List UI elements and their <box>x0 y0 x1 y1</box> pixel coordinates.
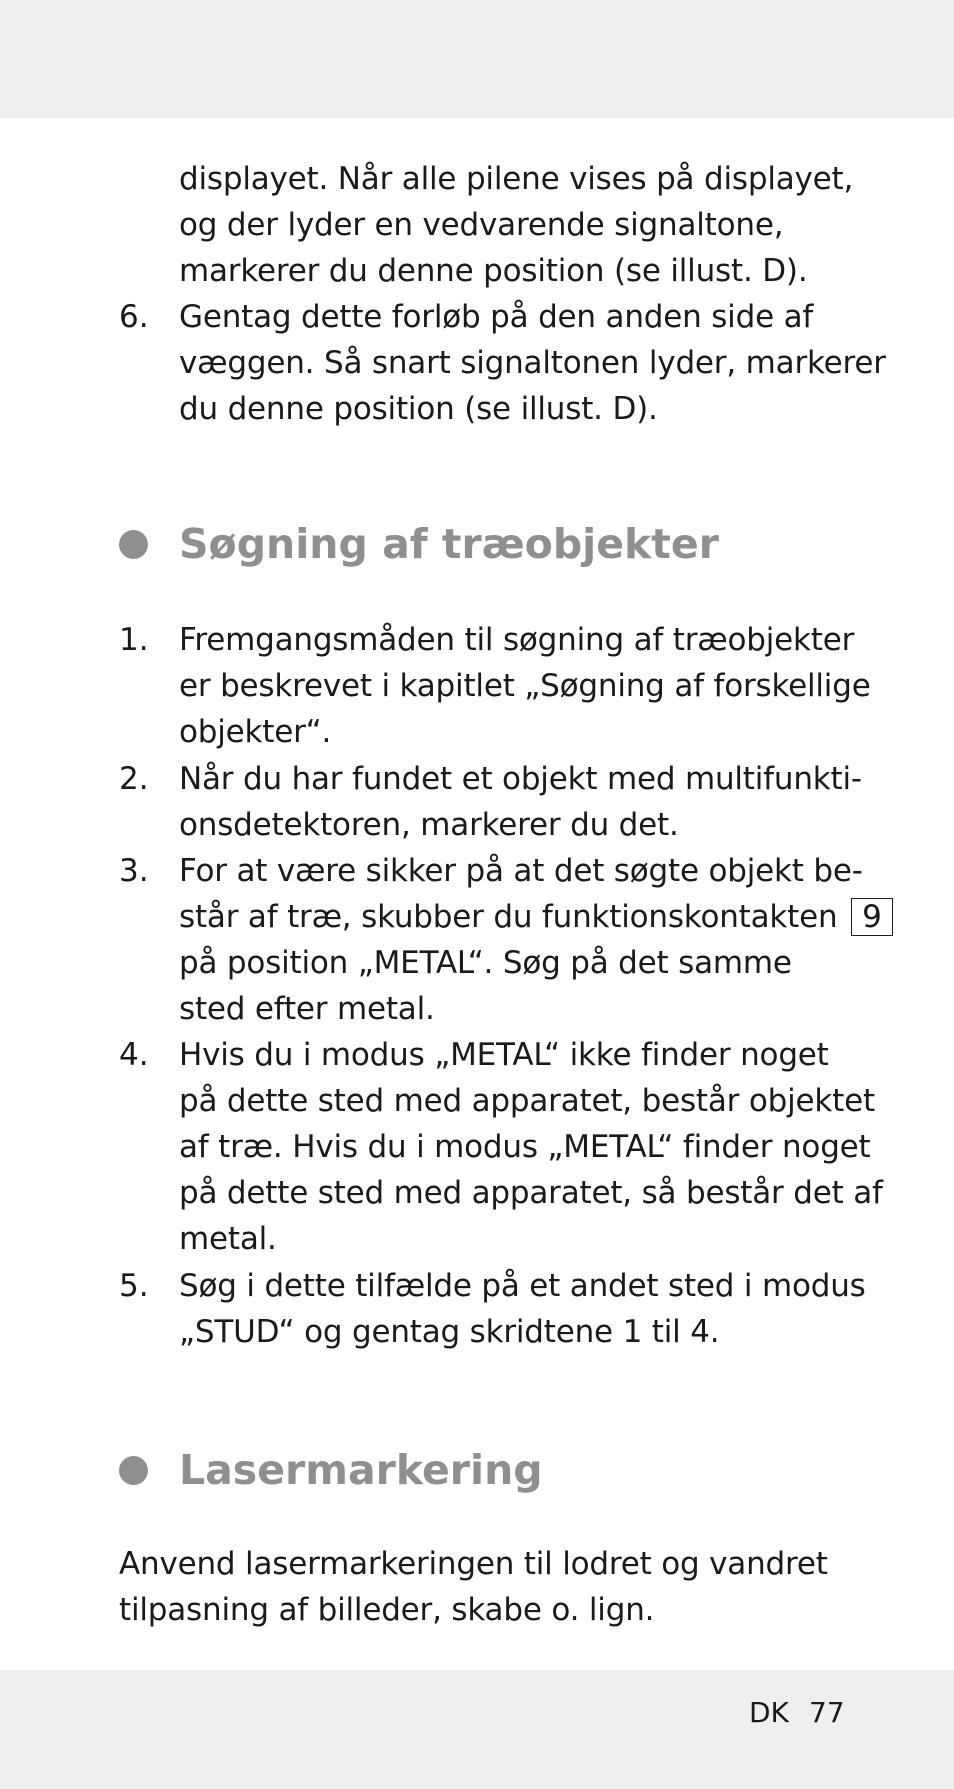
reference-number-box: 9 <box>851 898 893 936</box>
header-band <box>0 0 954 118</box>
wood-step-line: på dette sted med apparatet, så består det af <box>179 1175 883 1211</box>
heading-bullet-icon <box>119 1456 148 1485</box>
section-heading-laser: Lasermarkering <box>179 1446 543 1494</box>
page-number: 77 <box>809 1696 845 1729</box>
wood-step-line-text: står af træ, skubber du funktionskontakten <box>179 899 838 935</box>
intro-line: markerer du denne position (se illust. D). <box>179 253 808 289</box>
step-6-line: væggen. Så snart signaltonen lyder, markerer <box>179 345 886 381</box>
wood-step-number: 5. <box>119 1268 149 1304</box>
wood-step-line: sted efter metal. <box>179 991 435 1027</box>
wood-step-line: „STUD“ og gentag skridtene 1 til 4. <box>179 1314 720 1350</box>
wood-step-line: onsdetektoren, markerer du det. <box>179 807 679 843</box>
intro-line: og der lyder en vedvarende signaltone, <box>179 207 784 243</box>
wood-step-line <box>179 894 893 940</box>
step-6-number: 6. <box>119 299 149 335</box>
wood-step-line: Når du har fundet et objekt med multifunkti- <box>179 761 862 797</box>
wood-step-number: 1. <box>119 622 149 658</box>
wood-step-line: på dette sted med apparatet, består objektet <box>179 1083 875 1119</box>
footer-language: DK <box>749 1696 789 1729</box>
heading-bullet-icon <box>119 530 148 559</box>
laser-paragraph-line: tilpasning af billeder, skabe o. lign. <box>119 1592 655 1628</box>
wood-step-line: er beskrevet i kapitlet „Søgning af forskellige <box>179 668 871 704</box>
wood-step-line: objekter“. <box>179 714 332 750</box>
wood-step-number: 3. <box>119 853 149 889</box>
wood-step-line: af træ. Hvis du i modus „METAL“ finder noget <box>179 1129 871 1165</box>
wood-step-line: Fremgangsmåden til søgning af træobjekter <box>179 622 855 658</box>
section-heading-wood: Søgning af træobjekter <box>179 520 719 568</box>
wood-step-line: For at være sikker på at det søgte objekt be- <box>179 853 863 889</box>
wood-step-line: Hvis du i modus „METAL“ ikke finder noget <box>179 1037 829 1073</box>
wood-step-number: 4. <box>119 1037 149 1073</box>
laser-paragraph-line: Anvend lasermarkeringen til lodret og vandret <box>119 1546 828 1582</box>
step-6-line: Gentag dette forløb på den anden side af <box>179 299 814 335</box>
intro-line: displayet. Når alle pilene vises på displayet, <box>179 161 854 197</box>
wood-step-number: 2. <box>119 761 149 797</box>
wood-step-line: på position „METAL“. Søg på det samme <box>179 945 792 981</box>
wood-step-line: Søg i dette tilfælde på et andet sted i modus <box>179 1268 866 1304</box>
step-6-line: du denne position (se illust. D). <box>179 391 658 427</box>
wood-step-line: metal. <box>179 1221 277 1257</box>
